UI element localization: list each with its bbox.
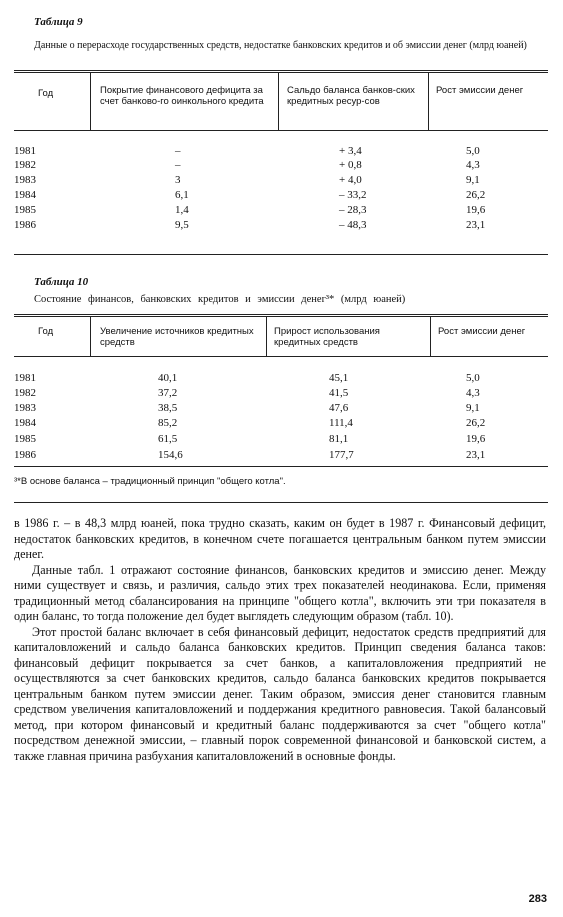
table10-header-sources: Увеличение источников кредитных средств [100, 326, 254, 348]
table9-cell-emission: 23,1 [466, 219, 486, 231]
table9-title: Таблица 9 [34, 16, 83, 28]
table10-divider [266, 317, 267, 356]
section-rule [14, 502, 548, 503]
table10-cell-sources: 38,5 [158, 402, 178, 414]
table9-cell-year: 1981 [14, 145, 36, 157]
table10-top-rule [14, 314, 548, 317]
table9-cell-emission: 5,0 [466, 145, 480, 157]
table10-header-usage: Прирост использования кредитных средств [274, 326, 380, 348]
table9-cell-balance: + 3,4 [339, 145, 362, 157]
table9-top-rule [14, 70, 548, 73]
table9-cell-balance: + 4,0 [339, 174, 362, 186]
table9-cell-deficit: 6,1 [175, 189, 189, 201]
body-text [14, 516, 546, 764]
table10-cell-year: 1984 [14, 417, 36, 429]
table9-cell-year: 1986 [14, 219, 36, 231]
table9-bottom-rule [14, 254, 548, 255]
table9-header-emission: Рост эмиссии денег [436, 85, 524, 96]
table9-cell-emission: 19,6 [466, 204, 486, 216]
table9-cell-year: 1982 [14, 159, 36, 171]
table10-cell-sources: 61,5 [158, 433, 178, 445]
table10-cell-sources: 40,1 [158, 372, 178, 384]
table10-cell-sources: 154,6 [158, 449, 183, 461]
table10-header-emission: Рост эмиссии денег [438, 326, 526, 337]
table10-cell-usage: 45,1 [329, 372, 349, 384]
table9-header-year: Год [38, 88, 54, 99]
table9-cell-deficit: – [175, 145, 181, 157]
table10-title: Таблица 10 [34, 276, 89, 288]
table9-cell-deficit: 3 [175, 174, 181, 186]
paragraph: Данные табл. 1 отражают состояние финансов, банковских кредитов и эмиссию денег. Между ними существует и связь, и различия, сальдо этих трех показателей неодинакова. Если, применяя традиционный метод сбалансирования на принципе "общего котла", включить эти три показателя в один баланс, то тогда положение дел будет выглядеть следующим образом (табл. 10). [14, 562, 546, 623]
table10-header-rule [14, 356, 548, 357]
table9-cell-balance: – 28,3 [339, 204, 367, 216]
table10-cell-usage: 81,1 [329, 433, 349, 445]
table9-cell-emission: 9,1 [466, 174, 480, 186]
paragraph: в 1986 г. – в 48,3 млрд юаней, пока трудно сказать, каким он будет в 1987 г. Финансовый дефицит, недостаток банковских кредитов, в конечном счете погашается центральным банком путем эмиссии денег. [14, 516, 546, 561]
table9-cell-year: 1983 [14, 174, 36, 186]
table9-cell-deficit: 1,4 [175, 204, 189, 216]
table9-cell-emission: 26,2 [466, 189, 486, 201]
table10-cell-usage: 41,5 [329, 387, 349, 399]
table10-cell-usage: 177,7 [329, 449, 354, 461]
table10-cell-year: 1982 [14, 387, 36, 399]
table9-cell-year: 1985 [14, 204, 36, 216]
table9-divider [278, 73, 279, 130]
table10-cell-year: 1985 [14, 433, 36, 445]
table9-divider [90, 73, 91, 130]
page-number: 283 [528, 893, 547, 905]
table10-cell-usage: 111,4 [329, 417, 353, 429]
table10-cell-usage: 47,6 [329, 402, 349, 414]
table10-cell-year: 1981 [14, 372, 36, 384]
table10-caption: Состояние финансов, банковских кредитов и эмиссии денег³* (млрд юаней) [34, 294, 406, 305]
table10-header-year: Год [38, 326, 54, 337]
table10-divider [90, 317, 91, 356]
table10-cell-emission: 5,0 [466, 372, 480, 384]
table10-cell-emission: 4,3 [466, 387, 480, 399]
table10-cell-emission: 19,6 [466, 433, 486, 445]
table9-cell-deficit: 9,5 [175, 219, 189, 231]
table9-cell-emission: 4,3 [466, 159, 480, 171]
table10-cell-year: 1983 [14, 402, 36, 414]
table9-cell-deficit: – [175, 159, 181, 171]
table10-cell-sources: 37,2 [158, 387, 178, 399]
table10-footnote: ³*В основе баланса – традиционный принцип "общего котла". [14, 476, 286, 487]
table10-cell-year: 1986 [14, 449, 36, 461]
table10-bottom-rule [14, 466, 548, 467]
table9-header-deficit: Покрытие финансового дефицита за счет банково-го оинкольного кредита [100, 85, 264, 107]
table9-divider [428, 73, 429, 130]
table9-caption: Данные о перерасходе государственных средств, недостатке банковских кредитов и об эмиссии денег (млрд юаней) [34, 40, 527, 51]
table9-cell-balance: – 33,2 [339, 189, 367, 201]
table10-cell-sources: 85,2 [158, 417, 178, 429]
table10-cell-emission: 23,1 [466, 449, 486, 461]
paragraph: Этот простой баланс включает в себя финансовый дефицит, недостаток средств предприятий для капиталовложений и сальдо баланса банковских кредитов. Принцип сведения баланса таков: финансовый дефицит покрывается за счет банков, а капиталовложения предприятий не осуществляются за счет банковских кредитов, сальдо баланса банковских кредитов покрывается центральным банком путем эмиссии денег. Таким образом, эмиссия денег становится главным средством увеличения капиталовложений и поддержания кредитного равновесия. Такой балансовый метод, при котором финансовый и кредитный баланс поддерживаются за счет "общего котла" посредством денежной эмиссии, – главный порок современной финансовой и банковской систем, а также главная причина разбухания капиталовложений в основные фонды. [14, 624, 546, 763]
table9-header-rule [14, 130, 548, 131]
table10-cell-emission: 9,1 [466, 402, 480, 414]
table9-cell-year: 1984 [14, 189, 36, 201]
table9-cell-balance: – 48,3 [339, 219, 367, 231]
table9-header-balance: Сальдо баланса банков-ских кредитных ресур-сов [287, 85, 415, 107]
table9-cell-balance: + 0,8 [339, 159, 362, 171]
table10-cell-emission: 26,2 [466, 417, 486, 429]
table10-divider [430, 317, 431, 356]
